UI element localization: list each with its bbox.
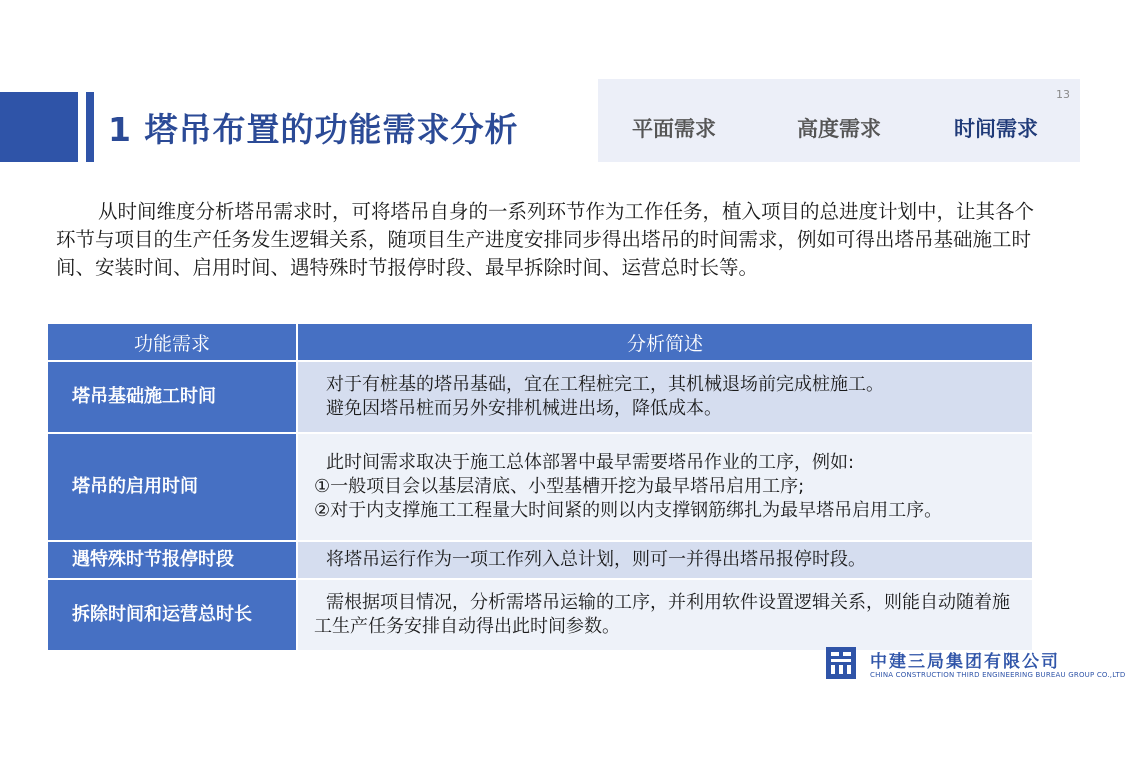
row-label: 塔吊基础施工时间: [47, 361, 297, 433]
table-row: [47, 541, 1033, 579]
table-row: [47, 361, 1033, 433]
slide-title: 1 塔吊布置的功能需求分析: [108, 110, 519, 149]
tab-plane-requirement[interactable]: 平面需求: [632, 117, 716, 141]
intro-paragraph: 从时间维度分析塔吊需求时，可将塔吊自身的一系列环节作为工作任务，植入项目的总进度计划中，让其各个环节与项目的生产任务发生逻辑关系，随项目生产进度安排同步得出塔吊的时间需求，例如可得出塔吊基础施工时间、安装时间、启用时间、遇特殊时节报停时段、最早拆除时间、运营总时长等。: [56, 200, 1035, 279]
company-logo: [826, 645, 1125, 683]
table-row: [47, 433, 1033, 541]
row-label: 塔吊的启用时间: [47, 433, 297, 541]
row-description: [297, 433, 1033, 541]
table-header-row: [47, 323, 1033, 361]
table-row: [47, 579, 1033, 651]
company-emblem-icon: [826, 647, 856, 679]
requirements-table: [46, 322, 1034, 652]
section-nav: [598, 79, 1080, 162]
tab-height-requirement[interactable]: 高度需求: [797, 117, 881, 141]
company-name-en: CHINA CONSTRUCTION THIRD ENGINEERING BUREAU GROUP CO.,LTD: [870, 671, 1125, 679]
row-description: [297, 541, 1033, 579]
description-line: ②对于内支撑施工工程量大时间紧的则以内支撑钢筋绑扎为最早塔吊启用工序。: [314, 500, 943, 521]
title-accent-block: [0, 92, 78, 162]
table-header-analysis: 分析简述: [297, 323, 1033, 361]
page-number: 13: [1056, 88, 1070, 101]
tab-time-requirement[interactable]: 时间需求: [954, 117, 1038, 141]
row-label: 拆除时间和运营总时长: [47, 579, 297, 651]
description-line: 此时间需求取决于施工总体部署中最早需要塔吊作业的工序，例如:: [326, 452, 855, 473]
description-line: 需根据项目情况，分析需塔吊运输的工序，并利用软件设置逻辑关系，则能自动随着施工生产任务安排自动得出此时间参数。: [314, 592, 1010, 637]
company-name-cn: 中建三局集团有限公司: [870, 652, 1060, 672]
table-header-function: 功能需求: [47, 323, 297, 361]
description-line: 避免因塔吊桩而另外安排机械进出场，降低成本。: [326, 398, 722, 419]
title-accent-stripe: [86, 92, 94, 162]
description-line: 对于有桩基的塔吊基础，宜在工程桩完工，其机械退场前完成桩施工。: [326, 374, 884, 395]
description-line: ①一般项目会以基层清底、小型基槽开挖为最早塔吊启用工序;: [314, 476, 805, 497]
row-description: [297, 579, 1033, 651]
row-description: [297, 361, 1033, 433]
row-label: 遇特殊时节报停时段: [47, 541, 297, 579]
description-line: 将塔吊运行作为一项工作列入总计划，则可一并得出塔吊报停时段。: [326, 549, 866, 570]
